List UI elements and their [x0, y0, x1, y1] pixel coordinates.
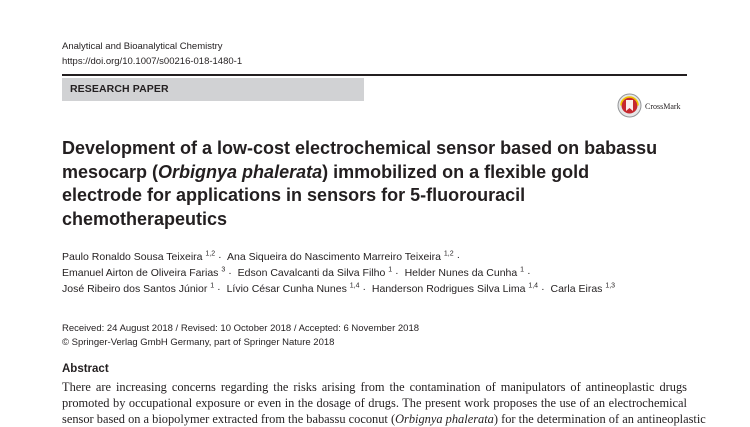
header-rule: [62, 74, 687, 76]
abstract-heading: Abstract: [62, 363, 109, 375]
author-name: Carla Eiras: [550, 283, 603, 295]
abstract-text: [62, 379, 706, 427]
author-affiliation: 1,4: [528, 282, 539, 290]
author-name: Helder Nunes da Cunha: [404, 267, 518, 279]
article-title: [62, 137, 662, 231]
author[interactable]: [62, 251, 215, 263]
author-name: Edson Cavalcanti da Silva Filho: [237, 267, 386, 279]
author[interactable]: [227, 251, 454, 263]
author-list: Paulo Ronaldo Sousa Teixeira $^{1,2}$ · Ana Siqueira do Nascimento Marreiro Teixeira $^{1,2}$ · Emanuel Airton de Oliveira Farias $^3$ · Edson Cavalcanti da Silva Filho $^1$ · Helder Nunes da Cunha $^1$ · José Ribeiro dos Santos Júnior $^1$ · Lívio César Cunha Nunes $^{1,4}$ · Handerson Rodrigues Silva Lima $^{1,4}$ · Carla Eiras $^{1,3}$: [62, 250, 616, 295]
author-affiliation: 1: [210, 282, 215, 290]
author-name: Lívio César Cunha Nunes: [226, 283, 347, 295]
title-text-1: Development of a low-cost electrochemical sensor based on babassu mesocarp (: [62, 138, 658, 182]
author[interactable]: [405, 267, 524, 279]
author[interactable]: [550, 283, 615, 295]
abstract-line: promoted by occupational exposure or even in the dosage of drugs. The present work proposes the use of an electrochemical: [62, 396, 687, 410]
author-affiliation: 1: [388, 266, 393, 274]
abstract-line: There are increasing concerns regarding the risks arising from the contamination of manipulators of antineoplastic drugs: [62, 380, 687, 394]
doi-link[interactable]: https://doi.org/10.1007/s00216-018-1480-1: [62, 56, 243, 67]
author-affiliation: 1,2: [443, 250, 454, 258]
author-name: Paulo Ronaldo Sousa Teixeira: [62, 251, 203, 263]
title-italic-species: Orbignya phalerata: [158, 161, 323, 182]
title-text-2: ) immobilized on a flexible gold electrode for applications in sensors for 5-fluorouracil chemotherapeutics: [62, 161, 590, 229]
author-name: Handerson Rodrigues Silva Lima: [371, 283, 526, 295]
author[interactable]: [372, 283, 538, 295]
author-name: Emanuel Airton de Oliveira Farias: [62, 267, 219, 279]
author[interactable]: [62, 283, 214, 295]
author[interactable]: [238, 267, 393, 279]
author[interactable]: [62, 267, 225, 279]
author-affiliation: 3: [221, 266, 226, 274]
author-name: José Ribeiro dos Santos Júnior: [62, 283, 208, 295]
crossmark-label: CrossMark: [645, 102, 681, 111]
abstract-line-text: ) for the determination of an antineoplastic: [493, 412, 706, 426]
crossmark-badge[interactable]: [617, 93, 687, 118]
section-banner: [62, 78, 364, 101]
copyright-notice: © Springer-Verlag GmbH Germany, part of Springer Nature 2018: [62, 337, 335, 348]
abstract-italic-species: Orbignya phalerata: [395, 412, 494, 426]
section-label: RESEARCH PAPER: [70, 83, 169, 95]
author-affiliation: 1,2: [205, 250, 216, 258]
author[interactable]: [227, 283, 360, 295]
journal-name: Analytical and Bioanalytical Chemistry: [62, 41, 223, 52]
author-affiliation: 1,3: [605, 282, 616, 290]
abstract-line-text: sensor based on a biopolymer extracted from the babassu coconut (: [62, 412, 396, 426]
author-affiliation: 1: [520, 266, 525, 274]
author-name: Ana Siqueira do Nascimento Marreiro Teixeira: [226, 251, 441, 263]
publication-dates: Received: 24 August 2018 / Revised: 10 October 2018 / Accepted: 6 November 2018: [62, 323, 420, 334]
author-affiliation: 1,4: [349, 282, 360, 290]
crossmark-icon: [617, 93, 642, 118]
